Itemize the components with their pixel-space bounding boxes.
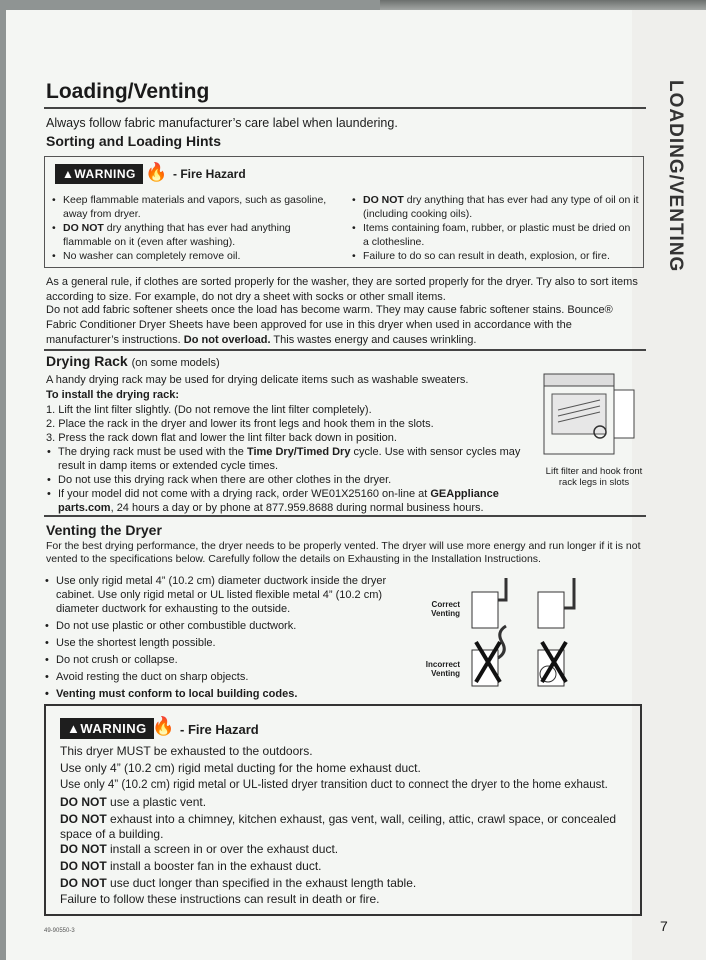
rack-note: • The drying rack must be used with the Time Dry/Timed Dry cycle. Use with sensor cycles may result in damp items or extended cycle times.	[46, 445, 536, 473]
fire-icon: 🔥	[145, 162, 168, 182]
venting-item: • Do not crush or collapse.	[44, 653, 414, 667]
incorrect-venting-diagram-1	[472, 626, 506, 686]
correct-venting-label: Correct Venting	[431, 600, 460, 618]
rack-step: 1. Lift the lint filter slightly. (Do not remove the lint filter completely).	[46, 404, 372, 416]
page-title: Loading/Venting	[46, 80, 210, 103]
rack-caption: Lift filter and hook front rack legs in slots	[545, 466, 643, 488]
venting-item: • Use only rigid metal 4” (10.2 cm) diameter ductwork inside the dryer cabinet. Use only rigid metal or UL listed flexible metal 4” (10.2 cm) diameter ductwork for exhausting to the outside.	[44, 574, 414, 616]
warning-item: • Items containing foam, rubber, or plastic must be dried on a clothesline.	[351, 221, 639, 249]
do-not-line: DO NOT use a plastic vent.	[60, 795, 207, 809]
rack-note: • If your model did not come with a drying rack, order WE01X25160 on-line at GEAppliance parts.com, 24 hours a day or by phone at 877.959.8688 during normal business hours.	[46, 487, 536, 515]
page-number: 7	[660, 918, 668, 934]
warning-badge: ▲WARNING	[60, 718, 154, 739]
warning-item: • No washer can completely remove oil.	[51, 249, 339, 263]
venting-item: • Avoid resting the duct on sharp objects.	[44, 670, 414, 684]
venting-heading: Venting the Dryer	[46, 522, 162, 538]
document-id: 49-90550-3	[44, 928, 75, 934]
title-rule	[44, 107, 646, 109]
warning-item: • DO NOT dry anything that has ever had anything flammable on it (even after washing).	[51, 221, 339, 249]
fire-hazard-label: - Fire Hazard	[180, 722, 259, 737]
rack-install-title: To install the drying rack:	[46, 389, 180, 401]
venting-diagrams	[462, 572, 612, 692]
warning-item: • Keep flammable materials and vapors, such as gasoline, away from dryer.	[51, 193, 339, 221]
fire-icon: 🔥	[152, 716, 175, 736]
drying-rack-illustration	[538, 360, 638, 464]
warning-box	[44, 156, 644, 268]
rack-note: • Do not use this drying rack when there are other clothes in the dryer.	[46, 473, 536, 487]
section-rule	[44, 515, 646, 517]
exhaust-final-line: Failure to follow these instructions can result in death or fire.	[60, 892, 380, 906]
warning-item: • DO NOT dry anything that has ever had any type of oil on it (including cooking oils).	[351, 193, 639, 221]
rack-intro: A handy drying rack may be used for drying delicate items such as washable sweaters.	[46, 374, 469, 386]
section-tab: LOADING/VENTING	[665, 80, 686, 273]
section-rule	[44, 349, 646, 351]
do-not-line: DO NOT exhaust into a chimney, kitchen exhaust, gas vent, wall, ceiling, attic, crawl space, or concealed space of a building.	[60, 812, 617, 841]
exhaust-warning-box	[44, 704, 642, 916]
exhaust-line: This dryer MUST be exhausted to the outdoors.	[60, 744, 313, 758]
rack-notes	[46, 445, 536, 515]
exhaust-line: Use only 4” (10.2 cm) rigid metal ducting for the home exhaust duct.	[60, 761, 421, 775]
warning-item: • Failure to do so can result in death, explosion, or fire.	[351, 249, 639, 263]
rack-step: 2. Place the rack in the dryer and lower its front legs and hook them in the slots.	[46, 418, 434, 430]
softener-paragraph: Do not add fabric softener sheets once the load has become warm. They may cause fabric softener stains. Bounce® Fabric Conditioner Dryer Sheets have been approved for use in this dryer when used in accordance with the manufacturer’s instructions. Do not overload. This wastes energy and causes wrinkling.	[46, 304, 613, 346]
sorting-heading: Sorting and Loading Hints	[46, 133, 221, 149]
intro-text: Always follow fabric manufacturer’s care label when laundering.	[46, 116, 398, 130]
incorrect-venting-label: Incorrect Venting	[425, 660, 460, 678]
warning-list-right	[351, 193, 639, 263]
venting-list	[44, 574, 414, 701]
venting-item: • Venting must conform to local building codes.	[44, 687, 414, 701]
warning-badge: ▲WARNING	[55, 164, 143, 184]
venting-item: • Use the shortest length possible.	[44, 636, 414, 650]
correct-venting-diagram-2	[538, 578, 574, 628]
rack-heading: Drying Rack (on some models)	[46, 353, 220, 369]
venting-item: • Do not use plastic or other combustible ductwork.	[44, 619, 414, 633]
warning-list-left	[51, 193, 339, 263]
fire-hazard-label: - Fire Hazard	[173, 167, 246, 181]
do-not-line: DO NOT use duct longer than specified in the exhaust length table.	[60, 876, 417, 890]
do-not-line: DO NOT install a booster fan in the exhaust duct.	[60, 859, 322, 873]
rack-step: 3. Press the rack down flat and lower the lint filter back down in position.	[46, 432, 397, 444]
venting-intro: For the best drying performance, the dryer needs to be properly vented. The dryer will use more energy and run longer if it is not vented to the specifications below. Carefully follow the details on Exhausting in the Installation Instructions.	[46, 540, 641, 565]
correct-venting-diagram-1	[472, 578, 506, 628]
do-not-line: DO NOT install a screen in or over the exhaust duct.	[60, 842, 339, 856]
sorting-paragraph: As a general rule, if clothes are sorted properly for the washer, they are sorted properly for the dryer. Try also to sort items according to size. For example, do not dry a sheet with socks or other small items.	[46, 276, 638, 303]
exhaust-line: Use only 4” (10.2 cm) rigid metal or UL-listed dryer transition duct to connect the dryer to the home exhaust.	[60, 779, 608, 791]
incorrect-venting-diagram-2	[538, 642, 566, 686]
